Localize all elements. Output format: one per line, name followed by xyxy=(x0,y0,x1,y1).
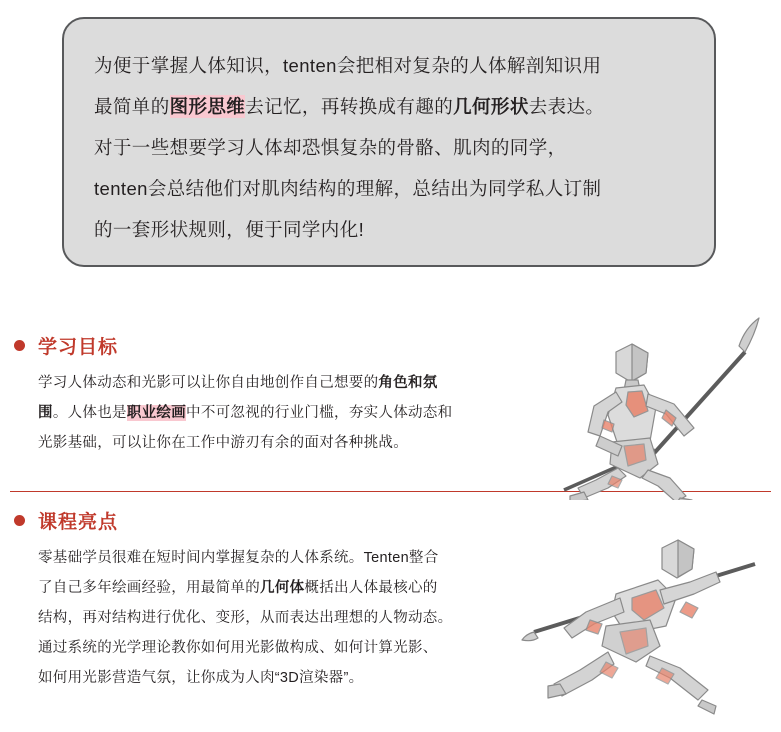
text-run: 如何用光影营造气氛，让你成为人肉“3D渲染器”。 xyxy=(38,670,364,686)
body-line xyxy=(38,573,538,603)
text-run: tenten会总结他们对肌肉结构的理解，总结出为同学私人订制 xyxy=(94,178,602,199)
body-line xyxy=(38,543,538,573)
section-title: 课程亮点 xyxy=(38,511,119,533)
text-run: 结构，再对结构进行优化、变形，从而表达出理想的人物动态。 xyxy=(38,610,453,626)
text-run: 的一套形状规则，便于同学内化! xyxy=(94,219,365,240)
body-line xyxy=(38,663,538,693)
body-line xyxy=(38,633,538,663)
text-run: 学习人体动态和光影可以让你自由地创作自己想要的 xyxy=(38,375,379,391)
body-line xyxy=(38,428,538,458)
emphasis-term: 几何体 xyxy=(260,580,305,596)
text-run: 去记忆，再转换成有趣的 xyxy=(245,96,454,117)
text-run: 去表达。 xyxy=(528,96,605,117)
bullet-dot-icon xyxy=(14,515,25,526)
bullet-dot-icon xyxy=(14,340,25,351)
section-divider xyxy=(10,491,771,492)
intro-line xyxy=(94,127,684,168)
body-line xyxy=(38,368,538,398)
body-line xyxy=(38,603,538,633)
section-header xyxy=(0,505,781,535)
text-run: 通过系统的光学理论教你如何用光影做构成、如何计算光影、 xyxy=(38,640,438,656)
intro-line xyxy=(94,45,684,86)
intro-callout-box xyxy=(62,17,716,267)
highlighted-term: 图形思维 xyxy=(169,96,246,117)
section-body xyxy=(0,360,538,458)
section-header xyxy=(0,330,781,360)
text-run: 中不可忽视的行业门槛，夯实人体动态和 xyxy=(186,405,453,421)
emphasis-term: 围 xyxy=(38,405,53,421)
section-course-highlights xyxy=(0,505,781,693)
text-run: 概括出人体最核心的 xyxy=(304,580,438,596)
text-run: 。人体也是 xyxy=(52,405,127,421)
section-learning-goal xyxy=(0,330,781,458)
text-run: 为便于掌握人体知识，tenten会把相对复杂的人体解剖知识用 xyxy=(94,55,602,76)
text-run: 光影基础，可以让你在工作中游刃有余的面对各种挑战。 xyxy=(38,435,408,451)
text-run: 对于一些想要学习人体却恐惧复杂的骨骼、肌肉的同学， xyxy=(94,137,567,158)
body-line xyxy=(38,398,538,428)
highlighted-term: 职业绘画 xyxy=(126,405,187,421)
section-title: 学习目标 xyxy=(38,336,119,358)
section-body xyxy=(0,535,538,693)
emphasis-term: 角色和氛 xyxy=(378,375,438,391)
text-run: 最简单的 xyxy=(94,96,170,117)
intro-line xyxy=(94,168,684,209)
text-run: 零基础学员很难在短时间内掌握复杂的人体系统。Tenten整合 xyxy=(38,550,439,566)
emphasis-term: 几何形状 xyxy=(453,96,529,117)
text-run: 了自己多年绘画经验，用最简单的 xyxy=(38,580,260,596)
intro-line xyxy=(94,86,684,127)
intro-line xyxy=(94,209,684,250)
